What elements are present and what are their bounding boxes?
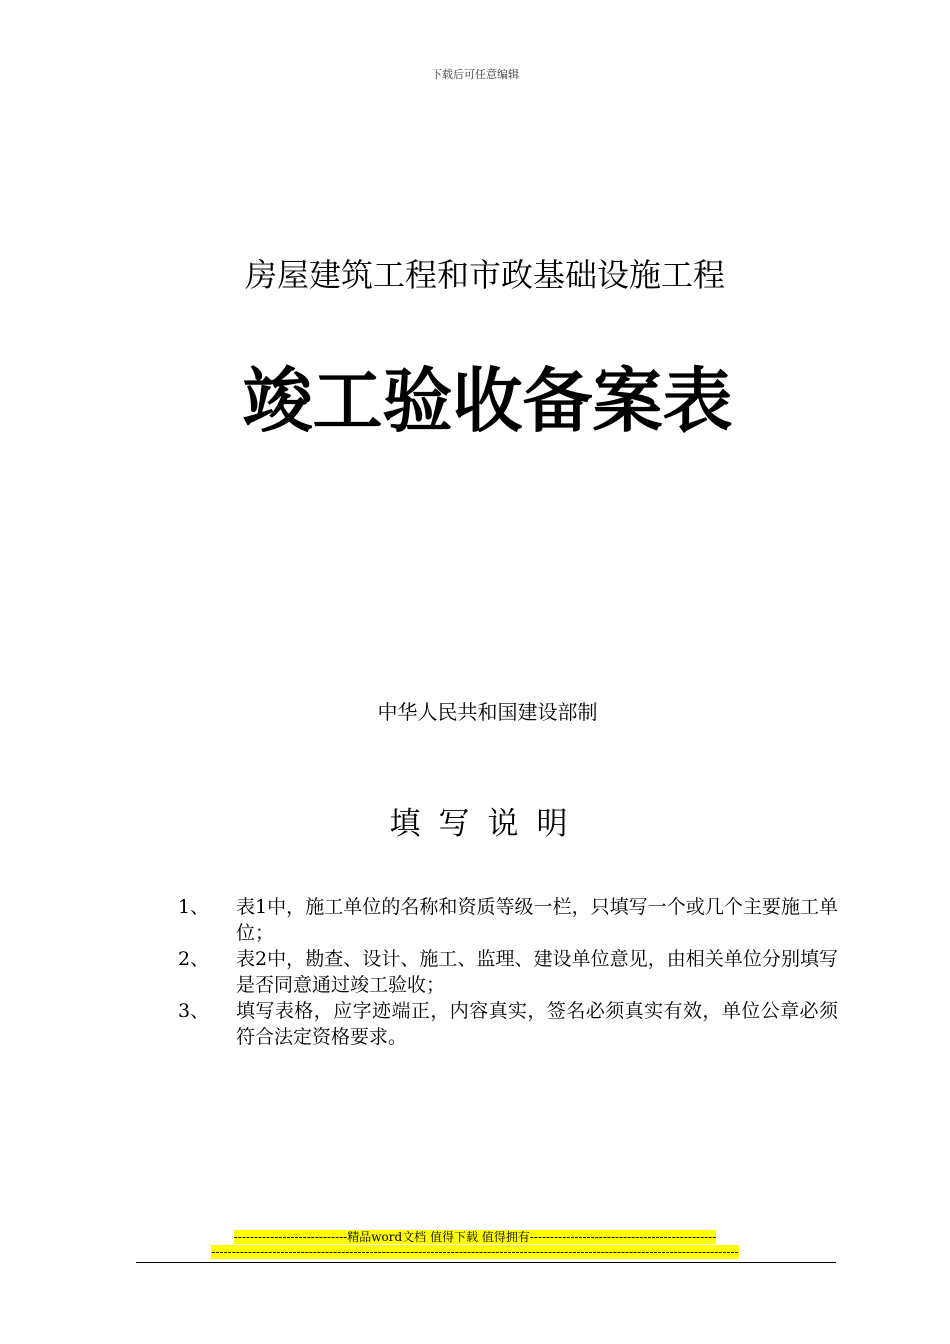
document-subtitle: 房屋建筑工程和市政基础设施工程 xyxy=(244,256,725,294)
instruction-item xyxy=(178,998,838,1050)
instruction-text: 表2中，勘查、设计、施工、监理、建设单位意见，由相关单位分别填写是否同意通过竣工验收； xyxy=(236,948,838,996)
footer-banner xyxy=(0,1230,950,1245)
footer-banner-text: ----------------------------精品word文档 值得下载 值得拥有---------------------------------------------- xyxy=(233,1230,717,1244)
instructions-heading: 填写说明 xyxy=(389,806,586,842)
footer-dash-line xyxy=(0,1245,950,1260)
header-note: 下载后可任意编辑 xyxy=(431,68,519,81)
instruction-item xyxy=(178,946,838,998)
instruction-number: 2、 xyxy=(178,948,210,970)
document-title: 竣工验收备案表 xyxy=(242,360,733,442)
footer-rule xyxy=(136,1262,836,1263)
instruction-text: 表1中，施工单位的名称和资质等级一栏，只填写一个或几个主要施工单位； xyxy=(236,896,838,944)
instruction-number: 3、 xyxy=(178,1000,210,1022)
instructions-list xyxy=(178,894,838,1050)
instruction-number: 1、 xyxy=(178,896,210,918)
footer-dash-text: ---------------------------------------------------------------------------------------------------------------------------------- xyxy=(211,1245,739,1259)
issuer-line: 中华人民共和国建设部制 xyxy=(377,700,598,724)
instruction-item xyxy=(178,894,838,946)
instruction-text: 填写表格，应字迹端正，内容真实，签名必须真实有效，单位公章必须符合法定资格要求。 xyxy=(236,1000,838,1048)
